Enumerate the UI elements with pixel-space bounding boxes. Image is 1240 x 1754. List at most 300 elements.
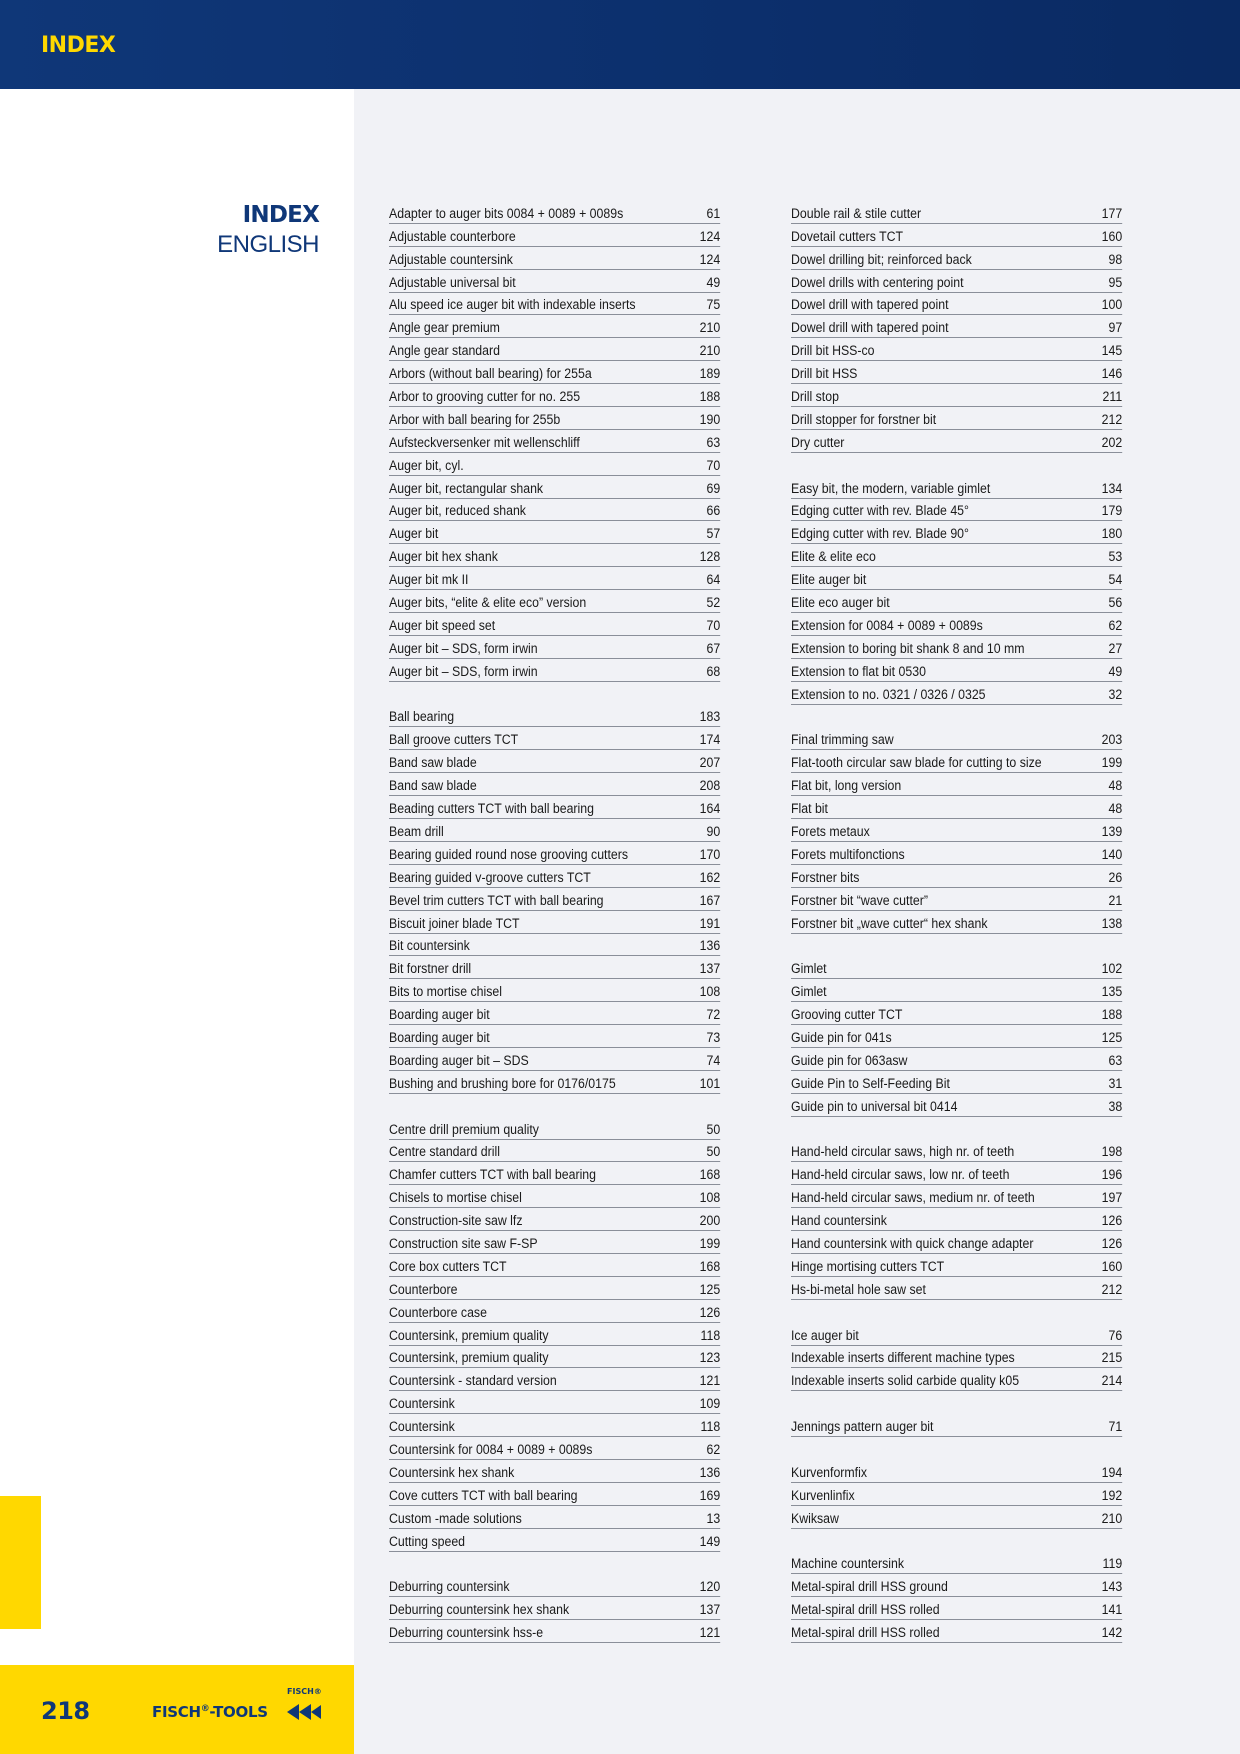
index-entry-label: Drill bit HSS xyxy=(791,366,858,382)
index-entry-page: 199 xyxy=(1101,755,1123,771)
index-entry-page: 149 xyxy=(699,1533,721,1549)
index-entry xyxy=(791,1094,1122,1117)
index-entry xyxy=(389,499,720,522)
index-entry xyxy=(389,1368,720,1391)
index-entry xyxy=(791,224,1122,247)
index-entry-label: Band saw blade xyxy=(389,755,477,771)
index-entry xyxy=(791,1323,1122,1346)
index-entry xyxy=(791,1277,1122,1300)
index-entry-page: 75 xyxy=(706,297,721,313)
index-entry-page: 134 xyxy=(1101,480,1123,496)
brand-registered-mark: ® xyxy=(200,1704,210,1714)
index-entry-label: Elite & elite eco xyxy=(791,549,876,565)
index-entry-label: Dowel drill with tapered point xyxy=(791,320,949,336)
index-entry xyxy=(389,796,720,819)
index-entry-page: 174 xyxy=(699,732,721,748)
index-entry xyxy=(389,544,720,567)
index-entry-label: Beam drill xyxy=(389,823,444,839)
index-entry-page: 126 xyxy=(1101,1213,1123,1229)
index-entry-label: Adjustable countersink xyxy=(389,251,513,267)
index-entry xyxy=(389,1597,720,1620)
index-spacer xyxy=(791,705,1122,728)
index-entry xyxy=(791,750,1122,773)
index-spacer xyxy=(791,453,1122,476)
index-entry-label: Forstner bits xyxy=(791,869,860,885)
index-column-left xyxy=(389,201,721,1643)
index-entry-page: 180 xyxy=(1101,526,1123,542)
index-entry-page: 146 xyxy=(1101,366,1123,382)
footer xyxy=(0,1665,354,1754)
index-entry-page: 190 xyxy=(699,411,721,427)
header-bar xyxy=(0,0,1240,89)
index-entry-label: Hand-held circular saws, high nr. of teeth xyxy=(791,1144,1015,1160)
index-entry-page: 136 xyxy=(699,938,721,954)
index-entry xyxy=(791,773,1122,796)
index-entry xyxy=(389,1414,720,1437)
index-entry xyxy=(389,521,720,544)
index-entry xyxy=(791,1460,1122,1483)
index-entry-page: 95 xyxy=(1108,274,1123,290)
index-entry-label: Drill stopper for forstner bit xyxy=(791,411,937,427)
index-entry-label: Boarding auger bit – SDS xyxy=(389,1052,529,1068)
index-entry-label: Dry cutter xyxy=(791,434,845,450)
index-entry-label: Elite auger bit xyxy=(791,572,867,588)
index-entry-label: Flat-tooth circular saw blade for cutting to size xyxy=(791,755,1042,771)
index-entry-label: Extension to boring bit shank 8 and 10 mm xyxy=(791,640,1025,656)
index-entry xyxy=(791,567,1122,590)
index-entry xyxy=(791,636,1122,659)
index-entry-label: Deburring countersink xyxy=(389,1579,510,1595)
index-entry-label: Indexable inserts different machine types xyxy=(791,1350,1015,1366)
index-entry xyxy=(389,979,720,1002)
index-entry-label: Bit forstner drill xyxy=(389,961,472,977)
index-entry-label: Countersink xyxy=(389,1396,455,1412)
index-entry-page: 138 xyxy=(1101,915,1123,931)
index-entry-label: Deburring countersink hss-e xyxy=(389,1625,544,1641)
index-entry-page: 76 xyxy=(1108,1327,1123,1343)
index-entry-page: 137 xyxy=(699,961,721,977)
index-entry-page: 13 xyxy=(706,1510,721,1526)
index-entry-label: Kurvenformfix xyxy=(791,1464,868,1480)
logo-text: FISCH® xyxy=(287,1687,322,1696)
index-entry xyxy=(389,1277,720,1300)
index-entry-label: Auger bit – SDS, form irwin xyxy=(389,640,538,656)
index-entry xyxy=(791,1231,1122,1254)
index-entry-label: Arbor with ball bearing for 255b xyxy=(389,411,561,427)
index-entry-label: Gimlet xyxy=(791,984,827,1000)
index-entry-page: 139 xyxy=(1101,823,1123,839)
index-entry xyxy=(791,1254,1122,1277)
index-entry-page: 212 xyxy=(1101,1281,1123,1297)
index-entry-page: 125 xyxy=(1101,1029,1123,1045)
index-entry-label: Centre standard drill xyxy=(389,1144,500,1160)
index-entry-page: 73 xyxy=(706,1029,721,1045)
index-entry-label: Extension to flat bit 0530 xyxy=(791,663,926,679)
index-entry-page: 31 xyxy=(1108,1075,1123,1091)
index-entry xyxy=(791,1597,1122,1620)
index-entry xyxy=(389,865,720,888)
index-entry xyxy=(791,499,1122,522)
index-entry xyxy=(791,384,1122,407)
index-entry-label: Bevel trim cutters TCT with ball bearing xyxy=(389,892,604,908)
index-entry-label: Forstner bit “wave cutter” xyxy=(791,892,928,908)
index-entry-label: Jennings pattern auger bit xyxy=(791,1419,934,1435)
index-entry xyxy=(791,819,1122,842)
index-entry-page: 21 xyxy=(1108,892,1123,908)
index-entry-page: 188 xyxy=(1101,1007,1123,1023)
index-entry-label: Centre drill premium quality xyxy=(389,1121,539,1137)
index-entry-page: 66 xyxy=(706,503,721,519)
index-entry xyxy=(389,430,720,453)
index-entry-page: 160 xyxy=(1101,1258,1123,1274)
index-entry-page: 126 xyxy=(1101,1235,1123,1251)
index-entry-page: 72 xyxy=(706,1007,721,1023)
index-entry-page: 64 xyxy=(706,572,721,588)
index-entry xyxy=(791,247,1122,270)
index-entry-label: Countersink hex shank xyxy=(389,1464,515,1480)
index-entry-label: Bearing guided v-groove cutters TCT xyxy=(389,869,591,885)
index-entry-page: 120 xyxy=(699,1579,721,1595)
index-entry-page: 167 xyxy=(699,892,721,908)
index-entry-page: 199 xyxy=(699,1235,721,1251)
index-entry xyxy=(791,1071,1122,1094)
index-entry-label: Extension to no. 0321 / 0326 / 0325 xyxy=(791,686,986,702)
index-entry-page: 109 xyxy=(699,1396,721,1412)
index-entry-page: 62 xyxy=(706,1441,721,1457)
index-entry xyxy=(389,613,720,636)
index-entry-page: 61 xyxy=(706,205,721,221)
index-entry-label: Gimlet xyxy=(791,961,827,977)
index-entry xyxy=(791,682,1122,705)
index-entry xyxy=(389,659,720,682)
index-entry xyxy=(791,407,1122,430)
index-entry-page: 202 xyxy=(1101,434,1123,450)
index-entry-label: Counterbore case xyxy=(389,1304,487,1320)
index-entry xyxy=(791,842,1122,865)
index-entry-label: Hand countersink with quick change adapter xyxy=(791,1235,1034,1251)
index-entry-page: 203 xyxy=(1101,732,1123,748)
index-entry-page: 128 xyxy=(699,549,721,565)
index-entry xyxy=(791,315,1122,338)
index-entry-label: Auger bit xyxy=(389,526,439,542)
index-entry-label: Guide pin to universal bit 0414 xyxy=(791,1098,958,1114)
index-entry-label: Angle gear premium xyxy=(389,320,500,336)
index-entry-label: Grooving cutter TCT xyxy=(791,1007,903,1023)
index-entry-label: Hs-bi-metal hole saw set xyxy=(791,1281,926,1297)
index-entry-label: Boarding auger bit xyxy=(389,1029,490,1045)
index-entry-page: 50 xyxy=(706,1121,721,1137)
index-entry-label: Hinge mortising cutters TCT xyxy=(791,1258,945,1274)
page-number: 218 xyxy=(41,1697,90,1725)
index-entry xyxy=(389,201,720,224)
index-entry-label: Ball bearing xyxy=(389,709,455,725)
index-entry-label: Forets metaux xyxy=(791,823,870,839)
index-entry xyxy=(791,293,1122,316)
index-entry xyxy=(389,1185,720,1208)
index-entry-page: 168 xyxy=(699,1258,721,1274)
index-entry-label: Flat bit xyxy=(791,801,828,817)
index-entry xyxy=(389,1025,720,1048)
index-spacer xyxy=(389,682,720,705)
index-entry-label: Guide pin for 063asw xyxy=(791,1052,908,1068)
index-entry-page: 74 xyxy=(706,1052,721,1068)
index-entry xyxy=(389,315,720,338)
index-entry-label: Bits to mortise chisel xyxy=(389,984,502,1000)
index-entry xyxy=(389,705,720,728)
index-entry-page: 63 xyxy=(706,434,721,450)
index-entry-label: Double rail & stile cutter xyxy=(791,205,922,221)
index-entry-label: Beading cutters TCT with ball bearing xyxy=(389,801,594,817)
index-entry-page: 69 xyxy=(706,480,721,496)
index-entry-page: 67 xyxy=(706,640,721,656)
index-entry-label: Auger bit, reduced shank xyxy=(389,503,526,519)
index-entry xyxy=(791,544,1122,567)
index-entry-page: 108 xyxy=(699,984,721,1000)
index-entry-label: Cove cutters TCT with ball bearing xyxy=(389,1487,578,1503)
index-entry-page: 68 xyxy=(706,663,721,679)
index-entry-label: Core box cutters TCT xyxy=(389,1258,507,1274)
index-entry-page: 102 xyxy=(1101,961,1123,977)
header-title: INDEX xyxy=(41,33,116,58)
index-entry-page: 143 xyxy=(1101,1579,1123,1595)
index-entry xyxy=(791,361,1122,384)
brand-name-text: FISCH xyxy=(152,1703,201,1721)
index-entry-label: Construction site saw F-SP xyxy=(389,1235,538,1251)
index-entry-page: 210 xyxy=(1101,1510,1123,1526)
index-entry-page: 194 xyxy=(1101,1464,1123,1480)
index-entry xyxy=(389,1506,720,1529)
index-entry xyxy=(389,888,720,911)
index-entry-label: Alu speed ice auger bit with indexable inserts xyxy=(389,297,636,313)
index-entry xyxy=(389,1620,720,1643)
index-entry-page: 49 xyxy=(706,274,721,290)
index-entry-page: 142 xyxy=(1101,1625,1123,1641)
index-entry-label: Machine countersink xyxy=(791,1556,904,1572)
index-entry-label: Metal-spiral drill HSS ground xyxy=(791,1579,948,1595)
index-entry-label: Elite eco auger bit xyxy=(791,595,890,611)
index-entry-page: 160 xyxy=(1101,228,1123,244)
index-entry xyxy=(791,911,1122,934)
index-entry-page: 141 xyxy=(1101,1602,1123,1618)
index-entry-label: Ice auger bit xyxy=(791,1327,859,1343)
index-entry xyxy=(389,476,720,499)
index-entry-page: 118 xyxy=(700,1327,721,1343)
index-entry-label: Boarding auger bit xyxy=(389,1007,490,1023)
index-entry-page: 137 xyxy=(699,1602,721,1618)
index-entry-page: 101 xyxy=(699,1075,721,1091)
index-entry-label: Hand countersink xyxy=(791,1213,887,1229)
index-entry xyxy=(389,956,720,979)
index-entry xyxy=(389,1208,720,1231)
brand-name xyxy=(152,1703,268,1721)
index-spacer xyxy=(389,1094,720,1117)
index-spacer xyxy=(791,1117,1122,1140)
index-entry-label: Ball groove cutters TCT xyxy=(389,732,519,748)
index-entry xyxy=(389,750,720,773)
index-entry-label: Flat bit, long version xyxy=(791,778,902,794)
index-entry-page: 196 xyxy=(1101,1167,1123,1183)
fish-logo-shape xyxy=(285,1701,323,1723)
index-entry-label: Auger bits, “elite & elite eco” version xyxy=(389,595,587,611)
index-entry-page: 71 xyxy=(1108,1419,1123,1435)
index-entry xyxy=(389,1346,720,1369)
index-entry-page: 125 xyxy=(699,1281,721,1297)
index-entry-page: 126 xyxy=(699,1304,721,1320)
index-entry-page: 198 xyxy=(1101,1144,1123,1160)
index-entry-label: Arbor to grooving cutter for no. 255 xyxy=(389,389,581,405)
index-entry-page: 70 xyxy=(706,617,721,633)
index-entry xyxy=(389,1323,720,1346)
index-entry xyxy=(791,1574,1122,1597)
index-entry-page: 191 xyxy=(699,915,721,931)
index-entry-label: Dovetail cutters TCT xyxy=(791,228,904,244)
index-entry-label: Construction-site saw lfz xyxy=(389,1213,523,1229)
index-entry-page: 32 xyxy=(1108,686,1123,702)
index-spacer xyxy=(791,934,1122,957)
index-entry xyxy=(389,1071,720,1094)
index-entry-page: 97 xyxy=(1108,320,1123,336)
index-entry xyxy=(389,819,720,842)
index-entry-page: 189 xyxy=(699,366,721,382)
yellow-side-tab xyxy=(0,1496,41,1629)
index-entry-page: 62 xyxy=(1108,617,1123,633)
index-entry-label: Edging cutter with rev. Blade 90° xyxy=(791,526,969,542)
index-entry-page: 168 xyxy=(699,1167,721,1183)
index-entry-label: Forstner bit „wave cutter“ hex shank xyxy=(791,915,988,931)
index-entry xyxy=(791,1414,1122,1437)
index-entry-page: 169 xyxy=(699,1487,721,1503)
index-entry-label: Auger bit – SDS, form irwin xyxy=(389,663,538,679)
index-entry-page: 123 xyxy=(699,1350,721,1366)
index-entry xyxy=(389,1529,720,1552)
index-entry-page: 38 xyxy=(1108,1098,1123,1114)
index-entry-page: 207 xyxy=(699,755,721,771)
index-entry xyxy=(389,842,720,865)
index-entry xyxy=(389,911,720,934)
index-entry xyxy=(791,1506,1122,1529)
index-entry xyxy=(389,1574,720,1597)
index-side-title xyxy=(217,200,319,260)
index-entry-page: 208 xyxy=(699,778,721,794)
index-entry xyxy=(389,453,720,476)
index-entry xyxy=(791,659,1122,682)
index-entry xyxy=(389,1254,720,1277)
index-entry xyxy=(791,1185,1122,1208)
index-entry-page: 124 xyxy=(699,251,721,267)
index-entry-label: Angle gear standard xyxy=(389,343,500,359)
index-entry xyxy=(389,1300,720,1323)
index-entry xyxy=(389,1117,720,1140)
index-entry xyxy=(389,1140,720,1163)
index-entry-label: Cutting speed xyxy=(389,1533,466,1549)
index-entry-page: 57 xyxy=(706,526,721,542)
index-entry-label: Auger bit hex shank xyxy=(389,549,498,565)
index-entry-page: 135 xyxy=(1101,984,1123,1000)
index-entry-page: 98 xyxy=(1108,251,1123,267)
index-entry-label: Auger bit mk II xyxy=(389,572,469,588)
index-entry-page: 210 xyxy=(699,320,721,336)
index-entry xyxy=(389,1437,720,1460)
index-entry-label: Countersink for 0084 + 0089 + 0089s xyxy=(389,1441,593,1457)
index-entry xyxy=(389,636,720,659)
index-entry-page: 49 xyxy=(1108,663,1123,679)
index-entry xyxy=(389,247,720,270)
index-entry-page: 136 xyxy=(699,1464,721,1480)
index-entry xyxy=(389,1048,720,1071)
index-entry-page: 27 xyxy=(1108,640,1123,656)
index-entry xyxy=(389,270,720,293)
index-entry-label: Chisels to mortise chisel xyxy=(389,1190,522,1206)
index-entry-page: 70 xyxy=(706,457,721,473)
index-entry-label: Biscuit joiner blade TCT xyxy=(389,915,520,931)
index-entry xyxy=(389,338,720,361)
index-entry-label: Countersink, premium quality xyxy=(389,1350,549,1366)
index-entry-label: Bearing guided round nose grooving cutters xyxy=(389,846,629,862)
index-entry-page: 211 xyxy=(1102,389,1123,405)
index-entry xyxy=(791,338,1122,361)
index-column-right xyxy=(791,201,1123,1643)
index-entry-page: 52 xyxy=(706,595,721,611)
index-entry-label: Adjustable counterbore xyxy=(389,228,516,244)
index-entry-page: 183 xyxy=(699,709,721,725)
index-entry-label: Bushing and brushing bore for 0176/0175 xyxy=(389,1075,616,1091)
index-entry-page: 54 xyxy=(1108,572,1123,588)
index-entry-label: Countersink - standard version xyxy=(389,1373,557,1389)
index-entry-page: 164 xyxy=(699,801,721,817)
index-entry-page: 53 xyxy=(1108,549,1123,565)
index-entry xyxy=(791,1368,1122,1391)
index-entry xyxy=(791,888,1122,911)
index-entry-page: 56 xyxy=(1108,595,1123,611)
index-entry-page: 50 xyxy=(706,1144,721,1160)
index-entry-label: Drill bit HSS-co xyxy=(791,343,875,359)
index-entry xyxy=(389,384,720,407)
index-entry xyxy=(791,727,1122,750)
fisch-fish-logo-icon xyxy=(285,1687,325,1731)
index-entry-label: Adjustable universal bit xyxy=(389,274,516,290)
index-entry xyxy=(791,1002,1122,1025)
index-entry xyxy=(389,1391,720,1414)
index-entry-label: Auger bit speed set xyxy=(389,617,496,633)
index-entry xyxy=(791,1552,1122,1575)
index-entry-label: Bit countersink xyxy=(389,938,470,954)
index-entry-label: Edging cutter with rev. Blade 45° xyxy=(791,503,969,519)
index-entry-page: 214 xyxy=(1101,1373,1123,1389)
index-entry-page: 121 xyxy=(699,1625,721,1641)
brand-suffix: -TOOLS xyxy=(209,1703,268,1721)
index-entry-page: 124 xyxy=(699,228,721,244)
index-entry-label: Hand-held circular saws, low nr. of teeth xyxy=(791,1167,1010,1183)
index-entry xyxy=(791,796,1122,819)
index-entry-page: 192 xyxy=(1101,1487,1123,1503)
index-entry xyxy=(389,407,720,430)
index-entry xyxy=(791,590,1122,613)
index-entry xyxy=(389,361,720,384)
index-entry-page: 48 xyxy=(1108,778,1123,794)
index-entry-label: Deburring countersink hex shank xyxy=(389,1602,570,1618)
index-entry-label: Hand-held circular saws, medium nr. of teeth xyxy=(791,1190,1035,1206)
index-entry xyxy=(389,1231,720,1254)
index-entry-label: Band saw blade xyxy=(389,778,477,794)
index-entry-label: Counterbore xyxy=(389,1281,458,1297)
index-entry-page: 118 xyxy=(700,1419,721,1435)
index-entry xyxy=(791,1025,1122,1048)
index-entry xyxy=(791,1620,1122,1643)
side-title-index: INDEX xyxy=(242,202,319,228)
index-entry-page: 140 xyxy=(1101,846,1123,862)
side-title-language: ENGLISH xyxy=(217,231,319,258)
index-entry xyxy=(791,1162,1122,1185)
